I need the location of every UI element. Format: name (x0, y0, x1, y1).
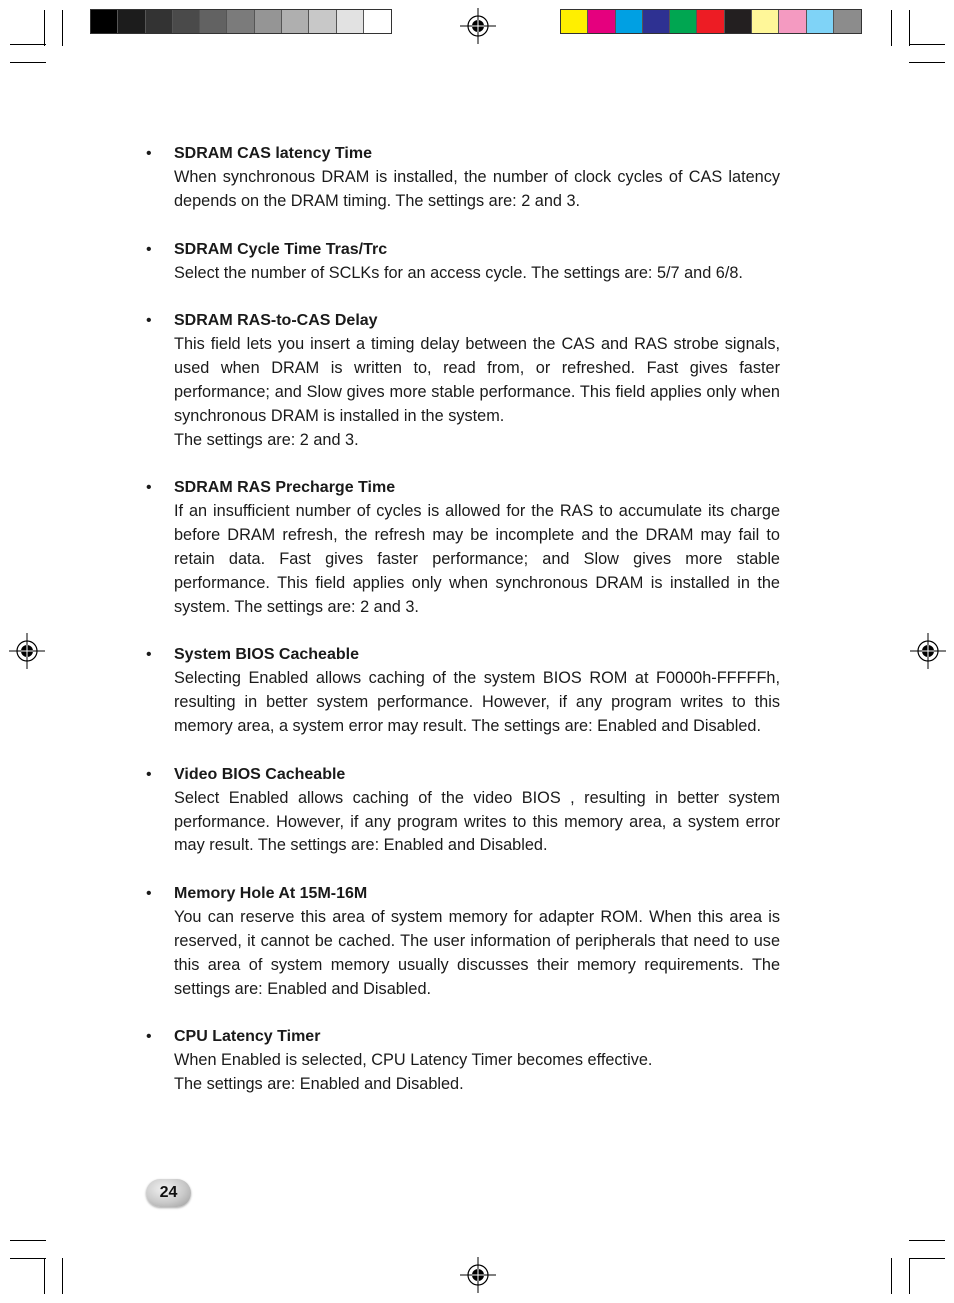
gray-swatch (91, 10, 118, 33)
bullet-icon: • (146, 646, 152, 664)
setting-item (146, 238, 780, 286)
description-paragraph: When Enabled is selected, CPU Latency Timer becomes effective. (174, 1051, 653, 1070)
bullet-icon: • (146, 885, 152, 903)
color-swatch (616, 10, 643, 33)
setting-title: System BIOS Cacheable (174, 646, 359, 664)
setting-title: SDRAM Cycle Time Tras/Trc (174, 240, 388, 258)
description-paragraph: The settings are: 2 and 3. (174, 430, 359, 449)
page-number: 24 (159, 1184, 178, 1201)
setting-title: Video BIOS Cacheable (174, 765, 346, 783)
gray-swatch (173, 10, 200, 33)
grayscale-swatch-bar (90, 9, 392, 34)
description-paragraph: If an insufficient number of cycles is allowed for the RAS to accumulate its charge before DRAM refresh, the refresh may be incomplete and the DRAM may fail to retain data. Fast gives faster performance; and Slow gives more stable performance. This field applies only when synchronous DRAM is installed in the system. The settings are: 2 and 3. (174, 502, 780, 616)
crop-mark (891, 1258, 892, 1294)
crop-mark (909, 1258, 910, 1294)
page-number-badge (146, 1179, 191, 1207)
color-swatch-bar (560, 9, 862, 34)
gray-swatch (337, 10, 364, 33)
color-swatch (807, 10, 834, 33)
crop-mark (62, 10, 63, 46)
setting-description (174, 333, 780, 452)
bullet-icon: • (146, 312, 152, 330)
bios-settings-list (146, 142, 780, 1121)
crop-mark (10, 44, 46, 45)
crop-mark (909, 62, 945, 63)
crop-mark (909, 1240, 945, 1241)
registration-mark-icon (460, 8, 496, 44)
crop-mark (909, 10, 910, 46)
gray-swatch (118, 10, 145, 33)
setting-item (146, 309, 780, 452)
color-swatch (588, 10, 615, 33)
description-paragraph: Select Enabled allows caching of the video BIOS , resulting in better system performance. However, if any program writes to this memory area, a system error may result. The settings are: Enabled and Disabled. (174, 788, 780, 855)
bullet-icon: • (146, 765, 152, 783)
gray-swatch (200, 10, 227, 33)
color-swatch (725, 10, 752, 33)
bullet-icon: • (146, 1028, 152, 1046)
description-paragraph: Selecting Enabled allows caching of the system BIOS ROM at F0000h-FFFFFh, resulting in better system performance. However, if any program writes to this memory area, a system error may result. The settings are: Enabled and Disabled. (174, 669, 780, 735)
setting-description (174, 906, 780, 1001)
setting-description (174, 667, 780, 738)
setting-title: SDRAM RAS Precharge Time (174, 479, 396, 497)
crop-mark (10, 62, 46, 63)
color-swatch (752, 10, 779, 33)
setting-title: CPU Latency Timer (174, 1028, 321, 1046)
crop-mark (62, 1258, 63, 1294)
setting-item (146, 643, 780, 738)
gray-swatch (255, 10, 282, 33)
setting-item (146, 142, 780, 214)
crop-mark (10, 1258, 46, 1259)
crop-mark (891, 10, 892, 46)
setting-item (146, 763, 780, 858)
bullet-icon: • (146, 145, 152, 162)
color-swatch (779, 10, 806, 33)
color-swatch (697, 10, 724, 33)
setting-title: SDRAM CAS latency Time (174, 145, 372, 162)
registration-mark-icon (460, 1257, 496, 1293)
crop-mark (10, 1240, 46, 1241)
crop-mark (909, 1258, 945, 1259)
description-paragraph: The settings are: Enabled and Disabled. (174, 1075, 464, 1094)
gray-swatch (227, 10, 254, 33)
crop-mark (909, 44, 945, 45)
color-swatch (670, 10, 697, 33)
gray-swatch (364, 10, 391, 33)
setting-item (146, 476, 780, 619)
setting-title: SDRAM RAS-to-CAS Delay (174, 312, 378, 330)
setting-item (146, 882, 780, 1001)
color-swatch (643, 10, 670, 33)
color-swatch (834, 10, 861, 33)
description-paragraph: When synchronous DRAM is installed, the number of clock cycles of CAS latency depends on the DRAM timing. The settings are: 2 and 3. (174, 168, 780, 210)
setting-description (174, 500, 780, 619)
registration-mark-icon (9, 633, 45, 669)
crop-mark (44, 1258, 45, 1294)
bullet-icon: • (146, 240, 152, 258)
setting-title: Memory Hole At 15M-16M (174, 885, 368, 903)
setting-description (174, 1049, 780, 1097)
description-paragraph: This field lets you insert a timing delay between the CAS and RAS strobe signals, used when DRAM is written to, read from, or refreshed. Fast gives faster performance; and Slow gives more stable performance. This field applies only when synchronous DRAM is installed in the system. (174, 335, 780, 425)
gray-swatch (146, 10, 173, 33)
registration-mark-icon (910, 633, 946, 669)
gray-swatch (282, 10, 309, 33)
setting-description (174, 166, 780, 214)
gray-swatch (309, 10, 336, 33)
color-swatch (561, 10, 588, 33)
bullet-icon: • (146, 479, 152, 497)
crop-mark (44, 10, 45, 46)
setting-description (174, 787, 780, 858)
description-paragraph: Select the number of SCLKs for an access cycle. The settings are: 5/7 and 6/8. (174, 263, 743, 282)
setting-item (146, 1025, 780, 1097)
setting-description (174, 262, 780, 286)
description-paragraph: You can reserve this area of system memory for adapter ROM. When this area is reserved, it cannot be cached. The user information of peripherals that need to use this area of system memory usually discusses their memory requirements. The settings are: Enabled and Disabled. (174, 908, 780, 998)
